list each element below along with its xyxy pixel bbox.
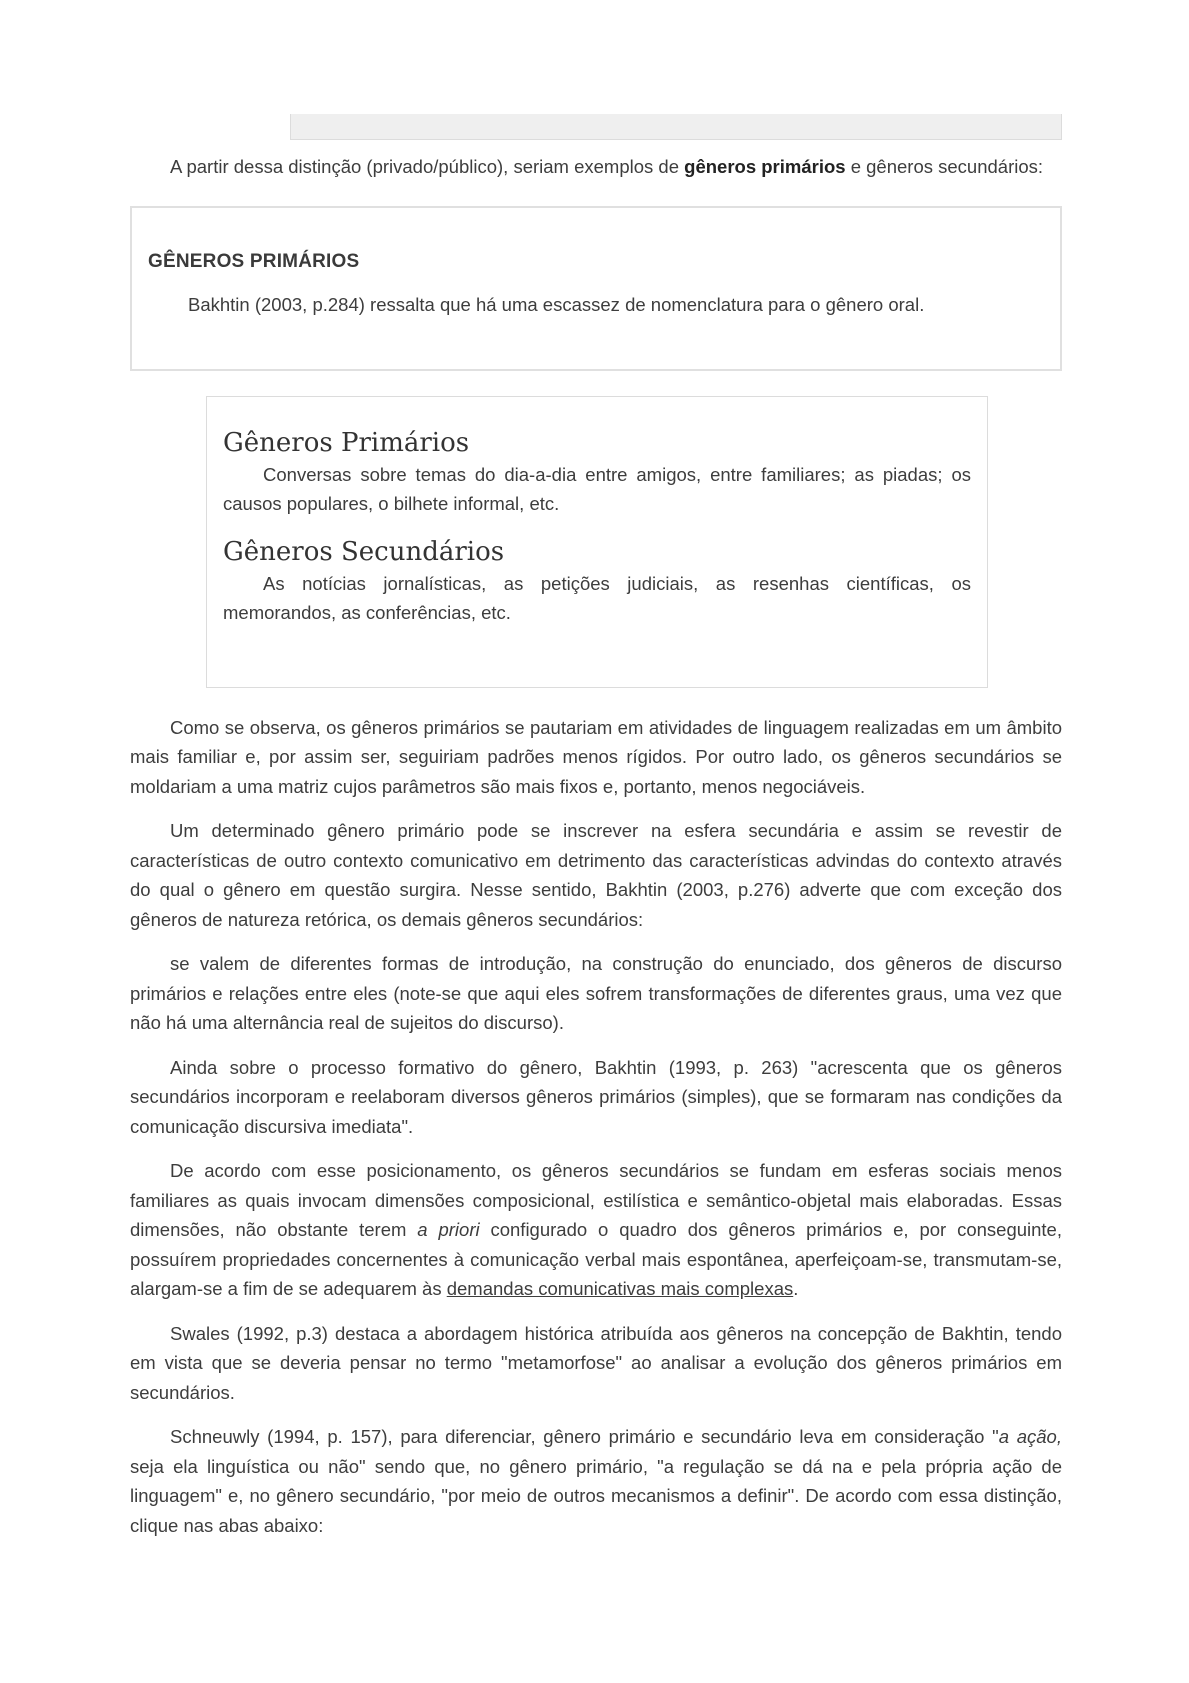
paragraph-5 [130,1156,1062,1304]
article-content [130,152,1062,1555]
heading-generos-primarios: Gêneros Primários [223,427,470,458]
desc-generos-secundarios: As notícias jornalísticas, as petições judiciais, as resenhas científicas, os memorandos, as conferências, etc. [223,572,971,623]
desc-generos-primarios: Conversas sobre temas do dia-a-dia entre amigos, entre familiares; as piadas; os causos populares, o bilhete informal, etc. [223,463,971,514]
p7-text-b: seja ela linguística ou não" sendo que, no gênero primário, "a regulação se dá na e pela própria ação de linguagem" e, no gênero secundário, "por meio de outros mecanismos a definir". De acordo com essa distinção, clique nas abas abaixo: [130,1455,1062,1536]
paragraph-3-quote: se valem de diferentes formas de introdução, na construção do enunciado, dos gêneros de discurso primários e relações entre eles (note-se que aqui eles sofrem transformações de diferentes graus, uma vez que não há uma alternância real de sujeitos do discurso). [130,953,1062,1033]
generos-primarios-box [130,206,1062,371]
paragraph-4: Ainda sobre o processo formativo do gênero, Bakhtin (1993, p. 263) "acrescenta que os gêneros secundários incorporam e reelaboram diversos gêneros primários (simples), que se formaram nas condições da comunicação discursiva imediata". [130,1056,1062,1137]
previous-block-bottom [290,114,1062,140]
p5-italic: a priori [417,1219,480,1240]
p7-italic: a ação, [998,1426,1062,1447]
intro-text-end: e gêneros secundários: [845,156,1044,177]
p5-text-c: . [793,1278,799,1299]
intro-text: A partir dessa distinção (privado/público), seriam exemplos de [170,156,685,177]
intro-paragraph [130,152,1062,182]
intro-bold: gêneros primários [684,156,846,177]
p5-text-b: configurado o quadro dos gêneros primários e, por conseguinte, possuírem propriedades concernentes à comunicação verbal mais espontânea, aperfeiçoam-se, transmutam-se, alargam-se a fim de se adequarem às [130,1219,1062,1299]
paragraph-2: Um determinado gênero primário pode se inscrever na esfera secundária e assim se revestir de características de outro contexto comunicativo em detrimento das características advindas do contexto através do qual o gênero em questão surgira. Nesse sentido, Bakhtin (2003, p.276) adverte que com exceção dos gêneros de natureza retórica, os demais gêneros secundários: [130,820,1062,930]
p5-underlined: demandas comunicativas mais complexas [446,1278,794,1299]
box-title: GÊNEROS PRIMÁRIOS [148,250,360,272]
p7-text-a: Schneuwly (1994, p. 157), para diferenciar, gênero primário e secundário leva em consideração " [170,1426,999,1447]
paragraph-6: Swales (1992, p.3) destaca a abordagem histórica atribuída aos gêneros na concepção de Bakhtin, tendo em vista que se deveria pensar no termo "metamorfose" ao analisar a evolução dos gêneros primários em secundários. [130,1322,1062,1403]
heading-generos-secundarios: Gêneros Secundários [223,536,505,567]
paragraph-1: Como se observa, os gêneros primários se pautariam em atividades de linguagem realizadas em um âmbito mais familiar e, por assim ser, seguiriam padrões menos rígidos. Por outro lado, os gêneros secundários se moldariam a uma matriz cujos parâmetros são mais fixos e, portanto, menos negociáveis. [130,716,1062,797]
paragraph-7 [130,1422,1062,1540]
body-paragraphs [130,713,1062,1541]
generos-examples-box [206,396,988,688]
box-text: Bakhtin (2003, p.284) ressalta que há uma escassez de nomenclatura para o gênero oral. [188,293,925,315]
p5-text-a: De acordo com esse posicionamento, os gêneros secundários se fundam em esferas sociais menos familiares as quais invocam dimensões composicional, estilística e semântico-objetal mais elaboradas. Essas dimensões, não obstante terem [130,1160,1062,1240]
